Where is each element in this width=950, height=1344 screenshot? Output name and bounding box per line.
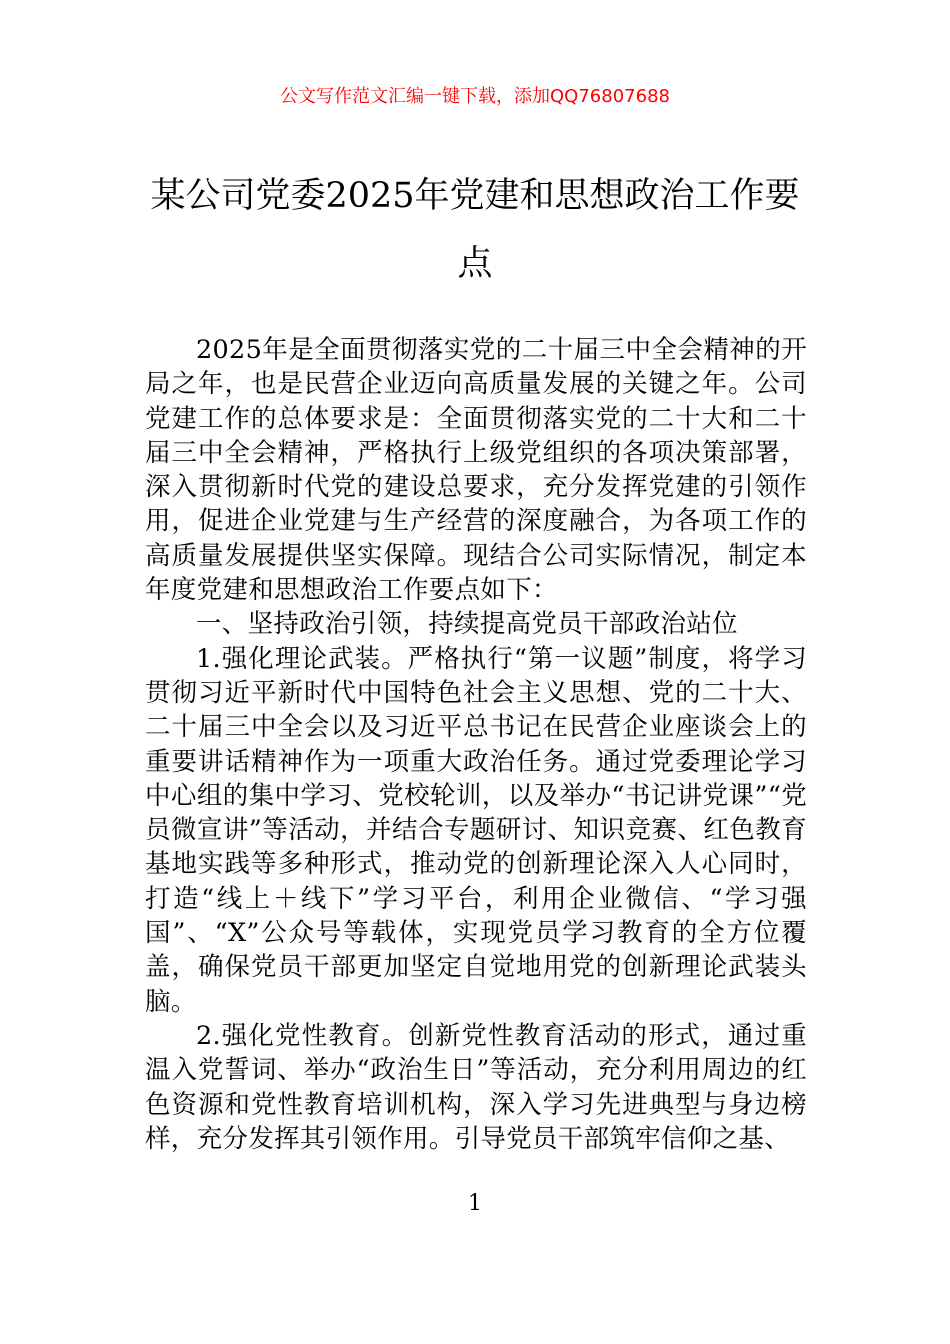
download-notice: 公文写作范文汇编一键下载，添加QQ76807688 xyxy=(280,86,670,107)
section-heading: 一、坚持政治引领，持续提高党员干部政治站位 xyxy=(196,609,738,640)
body-paragraph: 1.强化理论武装。严格执行“第一议题”制度，将学习贯彻习近平新时代中国特色社会主义思想、党的二十大、二十届三中全会以及习近平总书记在民营企业座谈会上的重要讲话精神作为一项重大政治任务。通过党委理论学习中心组的集中学习、党校轮训，以及举办“书记讲党课”“党员微宣讲”等活动，并结合专题研讨、知识竞赛、红色教育基地实践等多种形式，推动党的创新理论深入人心同时，打造“线上＋线下”学习平台，利用企业微信、“学习强国”、“X”公众号等载体，实现党员学习教育的全方位覆盖，确保党员干部更加坚定自觉地用党的创新理论武装头脑。 xyxy=(145,643,807,1017)
body-paragraph: 2.强化党性教育。创新党性教育活动的形式，通过重温入党誓词、举办“政治生日”等活动，充分利用周边的红色资源和党性教育培训机构，深入学习先进典型与身边榜样，充分发挥其引领作用。引导党员干部筑牢信仰之基、 xyxy=(145,1020,807,1154)
document-title: 某公司党委2025年党建和思想政治工作要点 xyxy=(150,176,800,284)
intro-paragraph: 2025年是全面贯彻落实党的二十届三中全会精神的开局之年，也是民营企业迈向高质量发展的关键之年。公司党建工作的总体要求是：全面贯彻落实党的二十大和二十届三中全会精神，严格执行上级党组织的各项决策部署，深入贯彻新时代党的建设总要求，充分发挥党建的引领作用，促进企业党建与生产经营的深度融合，为各项工作的高质量发展提供坚实保障。现结合公司实际情况，制定本年度党建和思想政治工作要点如下： xyxy=(145,335,807,606)
page-number: 1 xyxy=(468,1191,482,1216)
document-body xyxy=(145,333,807,1156)
